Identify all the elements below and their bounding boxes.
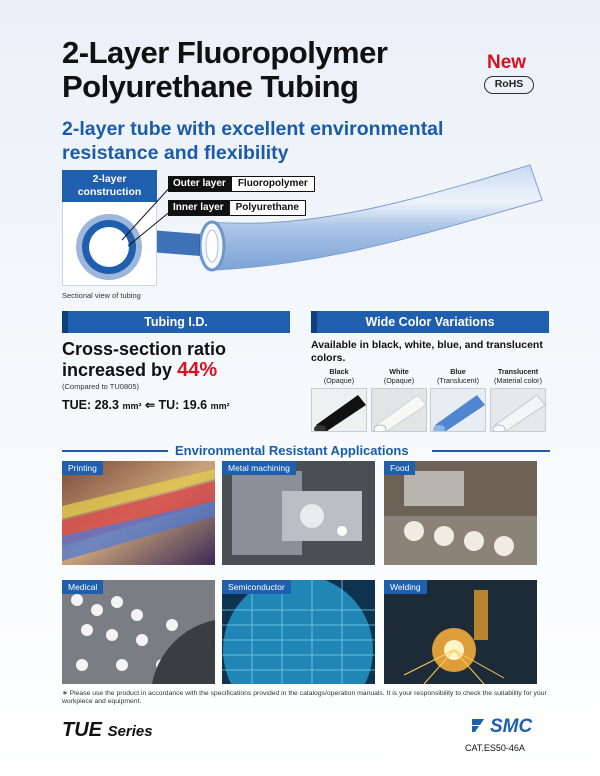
ratio-headline: [62, 339, 226, 381]
leader-lines: [120, 180, 240, 260]
ratio-line-2: increased by: [62, 360, 173, 380]
smc-logo: [470, 713, 550, 737]
app-label-printing: Printing: [62, 461, 103, 475]
applications-heading: Environmental Resistant Applications: [175, 443, 409, 458]
series-sub: Series: [107, 723, 153, 740]
outer-layer-tag: [168, 176, 315, 192]
app-label-food: Food: [384, 461, 415, 475]
inner-layer-key: Inner layer: [168, 200, 229, 216]
app-welding: [384, 580, 537, 684]
outer-layer-value: Fluoropolymer: [231, 176, 315, 192]
apps-rule-right: [432, 450, 550, 452]
app-medical: [62, 580, 215, 684]
colors-description: Available in black, white, blue, and translucent colors.: [311, 339, 543, 364]
series-main: TUE: [62, 719, 102, 741]
construction-heading: 2-layer construction: [62, 170, 157, 202]
sectional-caption: Sectional view of tubing: [62, 291, 141, 300]
page-subtitle: 2-layer tube with excellent environmental resistance and flexibility: [62, 118, 444, 164]
app-label-medical: Medical: [62, 580, 103, 594]
tu-unit: mm²: [210, 401, 230, 411]
tubing-id-heading: Tubing I.D.: [62, 311, 290, 333]
swatch-label-translucent: Translucent (Material color): [494, 367, 542, 385]
app-label-semiconductor: Semiconductor: [222, 580, 291, 594]
swatch-label-blue: Blue (Translucent): [436, 367, 480, 385]
rohs-badge: RoHS: [484, 76, 534, 94]
area-comparison: [62, 398, 230, 412]
swatch-label-black: Black (Opaque): [323, 367, 355, 385]
ratio-percent: 44%: [177, 359, 218, 381]
swatch-label-white: White (Opaque): [383, 367, 415, 385]
swatch-black: [311, 388, 367, 432]
app-printing: [62, 461, 215, 565]
app-food: [384, 461, 537, 565]
inner-layer-value: Polyurethane: [229, 200, 306, 216]
ratio-line-1: Cross-section ratio: [62, 339, 227, 359]
swatch-white: [371, 388, 427, 432]
app-metal-machining: [222, 461, 375, 565]
series-name: [62, 719, 153, 742]
tue-area: TUE: 28.3: [62, 398, 119, 412]
app-semiconductor: [222, 580, 375, 684]
outer-layer-key: Outer layer: [168, 176, 231, 192]
app-label-welding: Welding: [384, 580, 427, 594]
swatch-blue: [430, 388, 486, 432]
inner-layer-tag: [168, 200, 306, 216]
apps-rule-left: [62, 450, 168, 452]
new-badge: New: [487, 52, 527, 73]
footnote: ∗ Please use the product in accordance with the specifications provided in the catalogs/operation manuals. It is your responsibility to check the suitability for your workpiece and equipment.: [62, 690, 547, 705]
ratio-note: (Compared to TU0805): [62, 382, 139, 391]
catalog-number: CAT.ES50-46A: [465, 743, 525, 753]
app-label-metal-machining: Metal machining: [222, 461, 296, 475]
swatch-translucent: [490, 388, 546, 432]
page-title: 2-Layer Fluoropolymer Polyurethane Tubing: [62, 35, 388, 104]
arrow-left-icon: ⇐: [144, 398, 156, 412]
tue-unit: mm²: [122, 401, 142, 411]
colors-heading: Wide Color Variations: [311, 311, 549, 333]
tu-area: TU: 19.6: [158, 398, 208, 412]
smc-logo-text: SMC: [490, 716, 533, 737]
